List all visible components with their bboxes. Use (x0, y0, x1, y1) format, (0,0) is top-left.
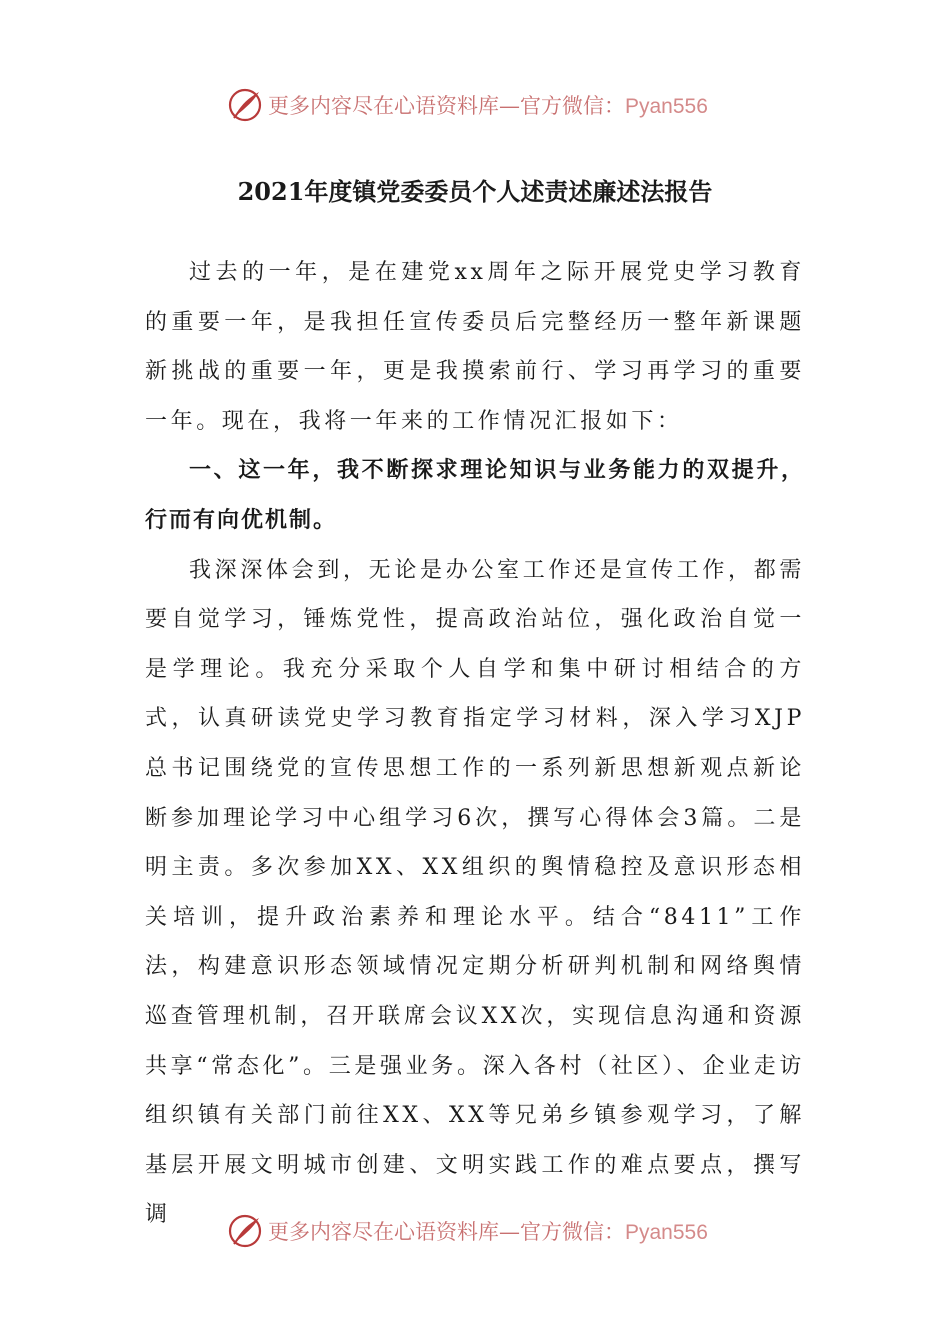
header-watermark-banner (0, 86, 950, 126)
document-title: 2021年度镇党委委员个人述责述廉述法报告 (237, 177, 713, 206)
watermark-text: 更多内容尽在心语资料库—官方微信：Pyan556 (268, 1220, 708, 1244)
document-body (145, 248, 805, 1240)
quill-logo-icon (226, 1212, 264, 1250)
paragraph-intro: 过去的一年，是在建党xx周年之际开展党史学习教育的重要一年，是我担任宣传委员后完整经历一整年新课题新挑战的重要一年，更是我摸索前行、学习再学习的重要一年。现在，我将一年来的工作情况汇报如下： (145, 260, 805, 434)
footer-watermark-banner (0, 1212, 950, 1252)
watermark-text: 更多内容尽在心语资料库—官方微信：Pyan556 (268, 94, 708, 118)
section-heading-1: 一、这一年，我不断探求理论知识与业务能力的双提升，行而有向优机制。 (145, 458, 805, 533)
wechat-id: Pyan556 (625, 1221, 708, 1244)
wechat-id: Pyan556 (625, 95, 708, 118)
quill-logo-icon (226, 86, 264, 124)
paragraph-body: 我深深体会到，无论是办公室工作还是宣传工作，都需要自觉学习，锤炼党性，提高政治站位，强化政治自觉一是学理论。我充分采取个人自学和集中研讨相结合的方式，认真研读党史学习教育指定学习材料，深入学习XJP总书记围绕党的宣传思想工作的一系列新思想新观点新论断参加理论学习中心组学习6次，撰写心得体会3篇。二是明主责。多次参加XX、XX组织的舆情稳控及意识形态相关培训，提升政治素养和理论水平。结合“8411”工作法，构建意识形态领域情况定期分析研判机制和网络舆情巡查管理机制，召开联席会议XX次，实现信息沟通和资源共享“常态化”。三是强业务。深入各村（社区）、企业走访组织镇有关部门前往XX、XX等兄弟乡镇参观学习，了解基层开展文明城市创建、文明实践工作的难点要点，撰写调 (145, 557, 805, 1228)
